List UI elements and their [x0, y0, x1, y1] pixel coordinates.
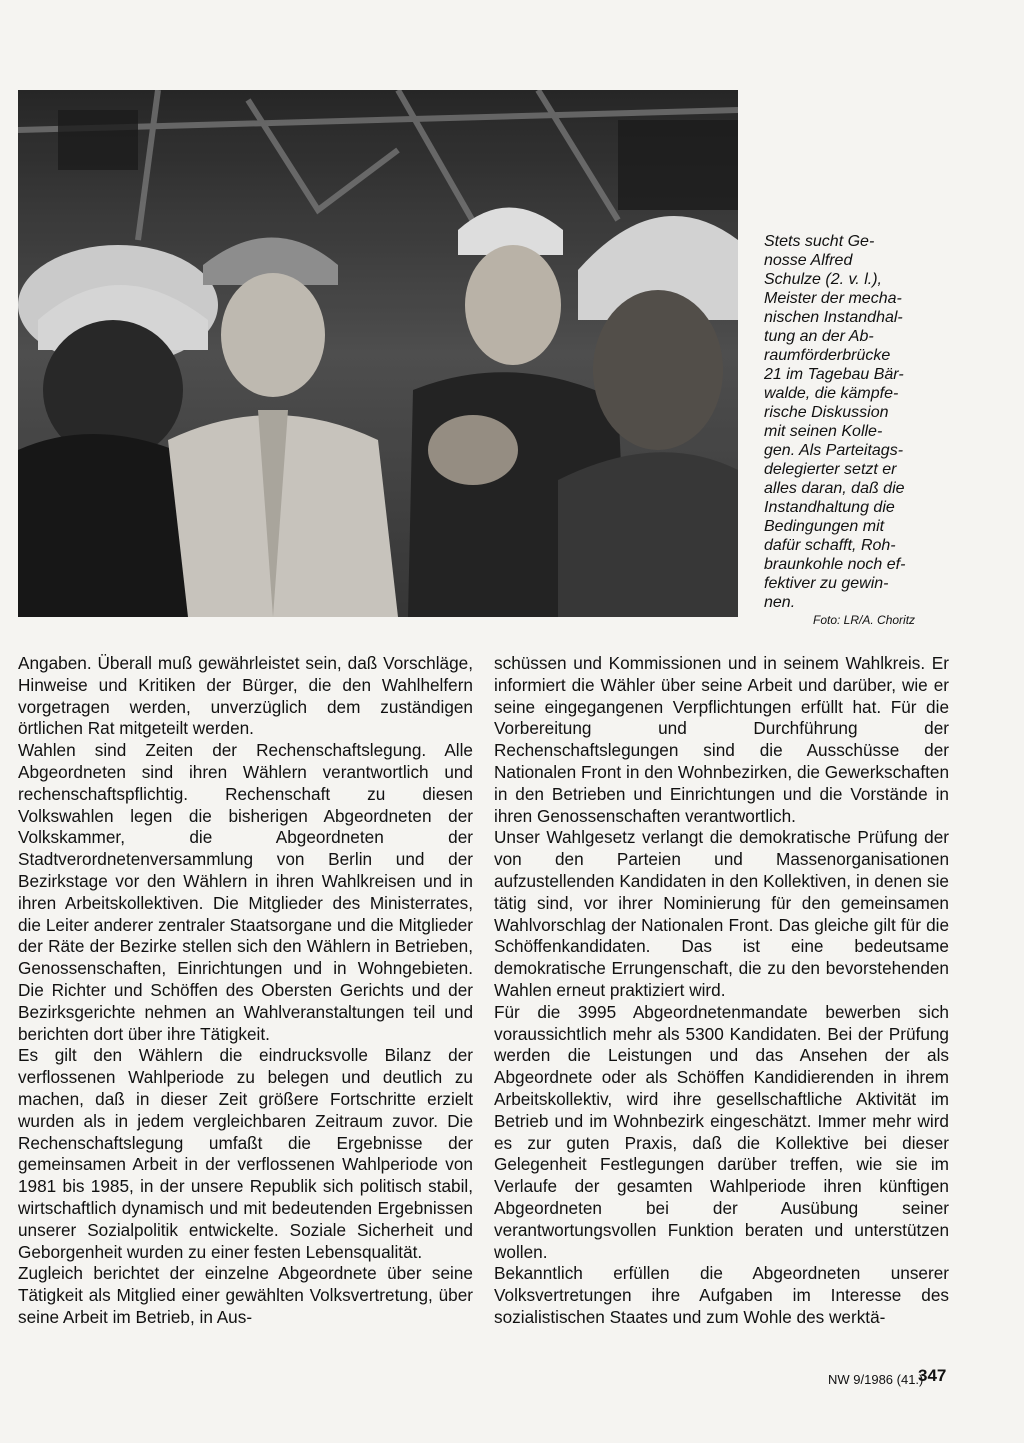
paragraph: Zugleich berichtet der einzelne Abgeordnete über seine Tätigkeit als Mitglied einer gewählten Volksvertretung, über seine Arbeit im Betrieb, in Aus-	[18, 1263, 473, 1327]
journal-reference: NW 9/1986 (41.)	[828, 1372, 924, 1387]
article-column-right	[494, 653, 949, 1329]
paragraph: schüssen und Kommissionen und in seinem Wahlkreis. Er informiert die Wähler über seine Arbeit und darüber, wie er seine eingegangenen Verpflichtungen erfüllt hat. Für die Vorbereitung und Durchführung der Rechenschaftslegungen sind die Ausschüsse der Nationalen Front in den Wohnbezirken, die Gewerkschaften in den Betrieben und Einrichtungen und die Vorstände in ihren Genossenschaften verantwortlich.	[494, 653, 949, 826]
article-photo	[18, 90, 738, 617]
paragraph: Bekanntlich erfüllen die Abgeordneten unserer Volksvertretungen ihre Aufgaben im Interesse des sozialistischen Staates und zum Wohle des werktä-	[494, 1263, 949, 1327]
paragraph: Es gilt den Wählern die eindrucksvolle Bilanz der verflossenen Wahlperiode zu belegen und deutlich zu machen, daß in dieser Zeit größere Fortschritte erzielt wurden als in jedem vergleichbaren Zeitraum zuvor. Die Rechenschaftslegung umfaßt die Ergebnisse der gemeinsamen Arbeit in der verflossenen Wahlperiode von 1981 bis 1985, in der unsere Republik sich politisch stabil, wirtschaftlich dynamisch und mit bedeutenden Ergebnissen unserer Sozialpolitik entwickelte. Soziale Sicherheit und Geborgenheit wurden zu einer festen Lebensqualität.	[18, 1045, 473, 1262]
paragraph: Wahlen sind Zeiten der Rechenschaftslegung. Alle Abgeordneten sind ihren Wählern verantwortlich und rechenschaftspflichtig. Rechenschaft zu diesen Volkswahlen legen die bisherigen Abgeordneten der Volkskammer, die Abgeordneten der Stadtverordnetenversammlung von Berlin und der Bezirkstage vor den Wählern in ihren Wahlkreisen und in ihren Arbeitskollektiven. Die Mitglieder des Ministerrates, die Leiter anderer zentraler Staatsorgane und die Mitglieder der Räte der Bezirke stellen sich den Wählern in Betrieben, Genossenschaften, Einrichtungen und in Wohngebieten. Die Richter und Schöffen des Obersten Gerichts und der Bezirksgerichte nehmen an Wahlveranstaltungen teil und berichten dort über ihre Tätigkeit.	[18, 740, 473, 1044]
photo-credit: Foto: LR/A. Choritz	[813, 613, 916, 627]
paragraph: Unser Wahlgesetz verlangt die demokratische Prüfung der von den Parteien und Massenorganisationen aufzustellenden Kandidaten in den Kollektiven, in denen sie tätig sind, vor ihrer Nominierung für den gemeinsamen Wahlvorschlag der Nationalen Front. Das gleiche gilt für die Schöffenkandidaten. Das ist eine bedeutsame demokratische Errungenschaft, die zu den bevorstehenden Wahlen erneut praktiziert wird.	[494, 827, 949, 1000]
caption-text: Stets sucht Ge- nosse Alfred Schulze (2. v. l.), Meister der mecha- nischen Instandhal- tung an der Ab- raumförderbrücke 21 im Tagebau Bär- walde, die kämpfe- rische Diskussion mit seinen Kolle- gen. Als Parteitags- delegierter setzt er alles daran, daß die Instandhaltung die Bedingungen mit dafür schafft, Roh- braunkohle noch ef- fektiver zu gewin- nen.	[764, 233, 906, 611]
article-column-left	[18, 653, 473, 1329]
paragraph: Angaben. Überall muß gewährleistet sein, daß Vorschläge, Hinweise und Kritiken der Bürger, die den Wahlhelfern vorgetragen werden, unverzüglich dem zuständigen örtlichen Rat mitgeteilt werden.	[18, 653, 473, 739]
photo-illustration	[18, 90, 738, 617]
photo-caption	[764, 232, 954, 612]
paragraph: Für die 3995 Abgeordnetenmandate bewerben sich voraussichtlich mehr als 5300 Kandidaten. Bei der Prüfung werden die Leistungen und das Ansehen der als Abgeordnete oder als Schöffen Kandidierenden in ihrem Arbeitskollektiv, wird ihre gesellschaftliche Aktivität im Betrieb und im Wohnbezirk eingeschätzt. Immer mehr wird es zur guten Praxis, daß die Kollektive bei dieser Gelegenheit Festlegungen darüber treffen, wie sie im Verlaufe der gesamten Wahlperiode ihren künftigen Abgeordneten bei der Ausübung seiner verantwortungsvollen Funktion beraten und unterstützen wollen.	[494, 1001, 949, 1262]
page-number: 347	[918, 1366, 947, 1385]
